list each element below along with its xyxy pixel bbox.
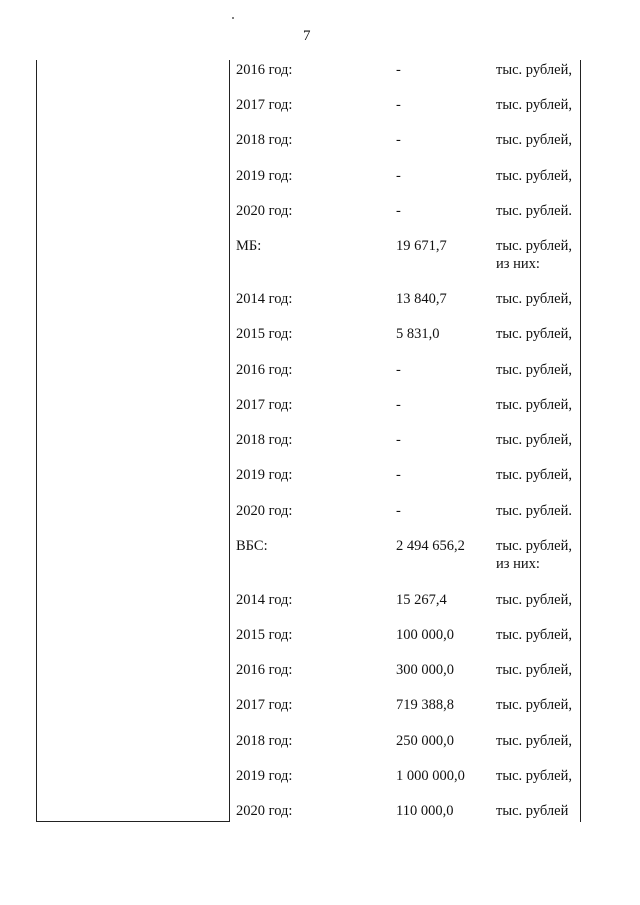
table-row	[0, 326, 640, 362]
period-label: 2019 год:	[236, 168, 293, 184]
table-row	[0, 203, 640, 239]
table-row	[0, 662, 640, 698]
amount-value: -	[396, 362, 401, 378]
amount-value: -	[396, 168, 401, 184]
table-row	[0, 503, 640, 539]
amount-value: 5 831,0	[396, 326, 440, 342]
unit-label: тыс. рублей,	[496, 467, 572, 483]
unit-label: тыс. рублей,	[496, 432, 572, 448]
amount-value: -	[396, 203, 401, 219]
unit-label: тыс. рублей,	[496, 362, 572, 378]
period-label: 2014 год:	[236, 592, 293, 608]
unit-label: тыс. рублей,	[496, 733, 572, 749]
unit-label: тыс. рублей,	[496, 768, 572, 784]
period-label: 2018 год:	[236, 733, 293, 749]
unit-label: тыс. рублей,	[496, 168, 572, 184]
period-label: 2019 год:	[236, 467, 293, 483]
period-label: 2015 год:	[236, 627, 293, 643]
period-label: МБ:	[236, 238, 262, 254]
table-row	[0, 627, 640, 663]
period-label: 2020 год:	[236, 203, 293, 219]
table-row	[0, 397, 640, 433]
table-row	[0, 467, 640, 503]
amount-value: 2 494 656,2	[396, 538, 465, 554]
unit-label: тыс. рублей	[496, 803, 569, 819]
amount-value: -	[396, 432, 401, 448]
unit-label: тыс. рублей, из них:	[496, 538, 572, 572]
amount-value: 15 267,4	[396, 592, 447, 608]
table-row	[0, 62, 640, 98]
table-row	[0, 592, 640, 628]
period-label: 2018 год:	[236, 132, 293, 148]
page-number: 7	[303, 28, 311, 44]
unit-label: тыс. рублей,	[496, 62, 572, 78]
period-label: 2019 год:	[236, 768, 293, 784]
unit-label: тыс. рублей,	[496, 662, 572, 678]
period-label: 2016 год:	[236, 662, 293, 678]
table-row	[0, 168, 640, 204]
amount-value: 250 000,0	[396, 733, 454, 749]
amount-value: 719 388,8	[396, 697, 454, 713]
table-row	[0, 768, 640, 804]
amount-value: -	[396, 132, 401, 148]
table-row	[0, 362, 640, 398]
amount-value: 13 840,7	[396, 291, 447, 307]
period-label: 2017 год:	[236, 397, 293, 413]
unit-label: тыс. рублей, из них:	[496, 238, 572, 272]
unit-label: тыс. рублей,	[496, 592, 572, 608]
table-row	[0, 697, 640, 733]
table-row	[0, 97, 640, 133]
unit-label: тыс. рублей.	[496, 203, 572, 219]
amount-value: 1 000 000,0	[396, 768, 465, 784]
unit-label: тыс. рублей.	[496, 503, 572, 519]
unit-label: тыс. рублей,	[496, 397, 572, 413]
period-label: 2020 год:	[236, 503, 293, 519]
period-label: 2020 год:	[236, 803, 293, 819]
amount-value: -	[396, 62, 401, 78]
table-row	[0, 803, 640, 839]
unit-label: тыс. рублей,	[496, 291, 572, 307]
table-row	[0, 432, 640, 468]
table-row	[0, 291, 640, 327]
table-row	[0, 238, 640, 274]
amount-value: -	[396, 503, 401, 519]
period-label: ВБС:	[236, 538, 268, 554]
unit-label: тыс. рублей,	[496, 697, 572, 713]
amount-value: 300 000,0	[396, 662, 454, 678]
unit-label: тыс. рублей,	[496, 97, 572, 113]
amount-value: 110 000,0	[396, 803, 454, 819]
amount-value: 100 000,0	[396, 627, 454, 643]
amount-value: -	[396, 397, 401, 413]
amount-value: -	[396, 97, 401, 113]
period-label: 2015 год:	[236, 326, 293, 342]
period-label: 2017 год:	[236, 697, 293, 713]
period-label: 2014 год:	[236, 291, 293, 307]
table-row	[0, 538, 640, 574]
period-label: 2018 год:	[236, 432, 293, 448]
amount-value: -	[396, 467, 401, 483]
unit-label: тыс. рублей,	[496, 326, 572, 342]
period-label: 2016 год:	[236, 62, 293, 78]
unit-label: тыс. рублей,	[496, 627, 572, 643]
unit-label: тыс. рублей,	[496, 132, 572, 148]
table-row	[0, 132, 640, 168]
amount-value: 19 671,7	[396, 238, 447, 254]
table-row	[0, 733, 640, 769]
period-label: 2017 год:	[236, 97, 293, 113]
period-label: 2016 год:	[236, 362, 293, 378]
